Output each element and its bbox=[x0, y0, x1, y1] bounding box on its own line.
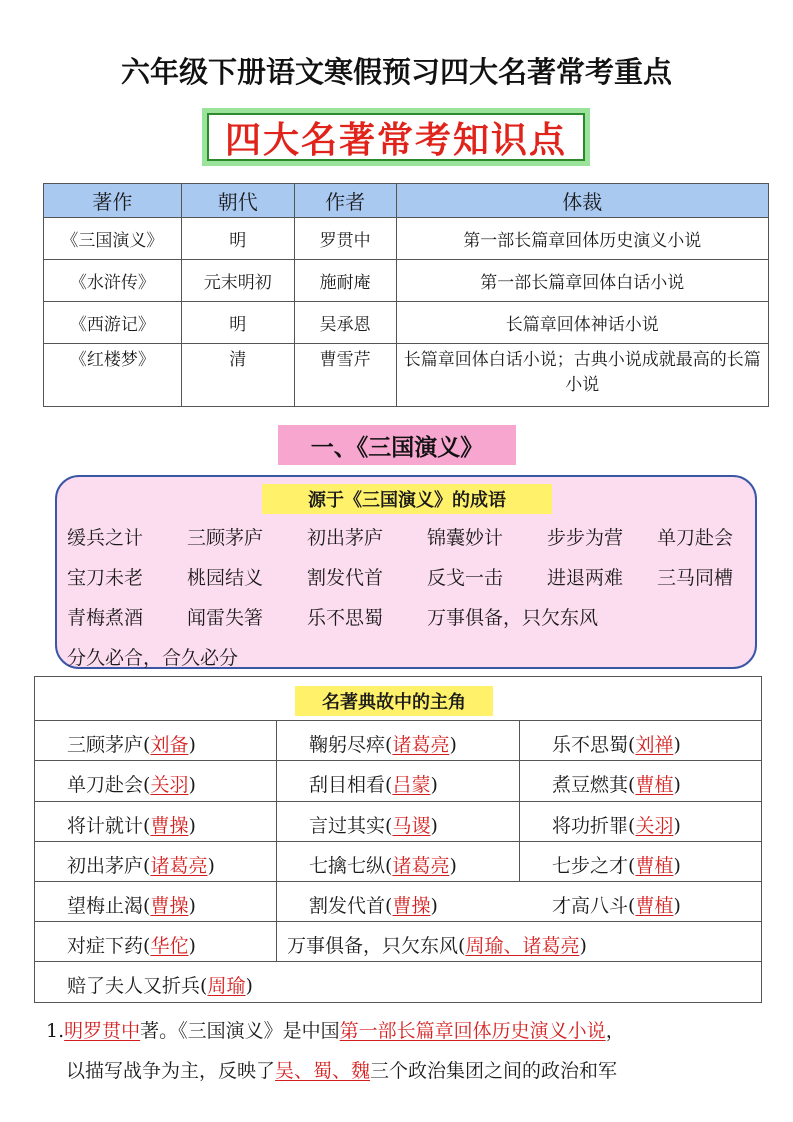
story-item: 赔了夫人又折兵(周瑜) bbox=[67, 975, 253, 997]
story-item: 三顾茅庐(刘备) bbox=[67, 734, 196, 756]
table-row bbox=[44, 260, 769, 302]
table-row bbox=[44, 302, 769, 344]
cell-author: 施耐庵 bbox=[294, 260, 396, 302]
story-item: 煮豆燃萁(曹植) bbox=[552, 774, 681, 796]
idiom-item: 闻雷失箸 bbox=[187, 607, 264, 629]
header-dynasty: 朝代 bbox=[181, 184, 294, 218]
idiom-box-title: 源于《三国演义》的成语 bbox=[262, 484, 552, 514]
grid-line bbox=[35, 921, 761, 922]
story-item: 七步之才(曹植) bbox=[552, 855, 681, 877]
story-item: 言过其实(马谡) bbox=[309, 815, 438, 837]
story-item: 望梅止渴(曹操) bbox=[67, 895, 196, 917]
character-name: 诸葛亮 bbox=[392, 855, 450, 877]
idiom-item: 反戈一击 bbox=[427, 567, 504, 589]
header-author: 作者 bbox=[294, 184, 396, 218]
story-item: 七擒七纵(诸葛亮) bbox=[309, 855, 457, 877]
idiom-item: 青梅煮酒 bbox=[67, 607, 144, 629]
character-name: 刘备 bbox=[150, 734, 189, 756]
table-row bbox=[44, 218, 769, 260]
idiom-item: 初出茅庐 bbox=[307, 527, 384, 549]
character-name: 曹操 bbox=[392, 895, 431, 917]
character-name: 关羽 bbox=[635, 815, 674, 837]
story-item: 对症下药(华佗) bbox=[67, 935, 196, 957]
cell-work: 《水浒传》 bbox=[44, 260, 182, 302]
character-name: 关羽 bbox=[150, 774, 189, 796]
story-item: 将功折罪(关羽) bbox=[552, 815, 681, 837]
story-box bbox=[34, 676, 762, 1003]
cell-work: 《西游记》 bbox=[44, 302, 182, 344]
idiom-item: 三顾茅庐 bbox=[187, 527, 264, 549]
banner-title: 四大名著常考知识点 bbox=[207, 113, 585, 161]
idiom-item: 宝刀未老 bbox=[67, 567, 144, 589]
header-genre: 体裁 bbox=[396, 184, 768, 218]
table-row bbox=[44, 344, 769, 407]
cell-dynasty: 清 bbox=[181, 344, 294, 407]
character-name: 曹植 bbox=[635, 774, 674, 796]
character-name: 周瑜、诸葛亮 bbox=[465, 935, 580, 957]
summary-line-1: 1.明罗贯中著。《三国演义》是中国第一部长篇章回体历史演义小说， bbox=[46, 1020, 625, 1042]
cell-author: 罗贯中 bbox=[294, 218, 396, 260]
works-table bbox=[43, 183, 769, 407]
cell-dynasty: 明 bbox=[181, 302, 294, 344]
story-item: 万事俱备，只欠东风(周瑜、诸葛亮) bbox=[287, 935, 587, 957]
character-name: 诸葛亮 bbox=[150, 855, 208, 877]
idiom-item: 割发代首 bbox=[307, 567, 384, 589]
character-name: 刘禅 bbox=[635, 734, 674, 756]
character-name: 马谡 bbox=[392, 815, 431, 837]
story-item: 刮目相看(吕蒙) bbox=[309, 774, 438, 796]
cell-genre: 长篇章回体白话小说；古典小说成就最高的长篇小说 bbox=[396, 344, 768, 407]
idiom-item: 乐不思蜀 bbox=[307, 607, 384, 629]
idiom-item: 缓兵之计 bbox=[67, 527, 144, 549]
story-item: 将计就计(曹操) bbox=[67, 815, 196, 837]
works-table-header bbox=[44, 184, 769, 218]
idiom-item: 进退两难 bbox=[547, 567, 624, 589]
cell-dynasty: 明 bbox=[181, 218, 294, 260]
cell-genre: 长篇章回体神话小说 bbox=[396, 302, 768, 344]
character-name: 周瑜 bbox=[207, 975, 246, 997]
page-title: 六年级下册语文寒假预习四大名著常考重点 bbox=[120, 55, 672, 89]
cell-genre: 第一部长篇章回体白话小说 bbox=[396, 260, 768, 302]
idiom-box bbox=[55, 475, 757, 669]
story-box-title: 名著典故中的主角 bbox=[295, 686, 493, 716]
story-item: 才高八斗(曹植) bbox=[552, 895, 681, 917]
idiom-item: 三马同槽 bbox=[657, 567, 734, 589]
character-name: 曹植 bbox=[635, 895, 674, 917]
idiom-item: 分久必合，合久必分 bbox=[67, 647, 239, 669]
banner bbox=[202, 108, 590, 166]
story-item: 乐不思蜀(刘禅) bbox=[552, 734, 681, 756]
story-item: 鞠躬尽瘁(诸葛亮) bbox=[309, 734, 457, 756]
cell-genre: 第一部长篇章回体历史演义小说 bbox=[396, 218, 768, 260]
idiom-item: 桃园结义 bbox=[187, 567, 264, 589]
author-highlight: 明罗贯中 bbox=[64, 1020, 141, 1042]
character-name: 诸葛亮 bbox=[392, 734, 450, 756]
character-name: 华佗 bbox=[150, 935, 189, 957]
character-name: 吕蒙 bbox=[392, 774, 431, 796]
story-item: 初出茅庐(诸葛亮) bbox=[67, 855, 215, 877]
cell-author: 曹雪芹 bbox=[294, 344, 396, 407]
idiom-item: 步步为营 bbox=[547, 527, 624, 549]
grid-line bbox=[35, 841, 761, 842]
grid-line bbox=[276, 720, 277, 961]
idiom-item: 单刀赴会 bbox=[657, 527, 734, 549]
summary-line-2: 以描写战争为主，反映了吴、蜀、魏三个政治集团之间的政治和军 bbox=[66, 1060, 618, 1082]
header-work: 著作 bbox=[44, 184, 182, 218]
cell-work: 《红楼梦》 bbox=[44, 344, 182, 407]
character-name: 曹操 bbox=[150, 895, 189, 917]
grid-line bbox=[35, 881, 761, 882]
character-name: 曹操 bbox=[150, 815, 189, 837]
grid-line bbox=[35, 801, 761, 802]
cell-work: 《三国演义》 bbox=[44, 218, 182, 260]
story-item: 割发代首(曹操) bbox=[309, 895, 438, 917]
cell-dynasty: 元末明初 bbox=[181, 260, 294, 302]
grid-line bbox=[35, 760, 761, 761]
states-highlight: 吴、蜀、魏 bbox=[275, 1060, 371, 1082]
grid-line bbox=[519, 720, 520, 881]
cell-author: 吴承恩 bbox=[294, 302, 396, 344]
grid-line bbox=[35, 720, 761, 721]
section-heading: 一、《三国演义》 bbox=[278, 425, 516, 465]
genre-highlight: 第一部长篇章回体历史演义小说 bbox=[339, 1020, 606, 1042]
idiom-item: 锦囊妙计 bbox=[427, 527, 504, 549]
grid-line bbox=[35, 961, 761, 962]
character-name: 曹植 bbox=[635, 855, 674, 877]
story-item: 单刀赴会(关羽) bbox=[67, 774, 196, 796]
idiom-item: 万事俱备，只欠东风 bbox=[427, 607, 599, 629]
